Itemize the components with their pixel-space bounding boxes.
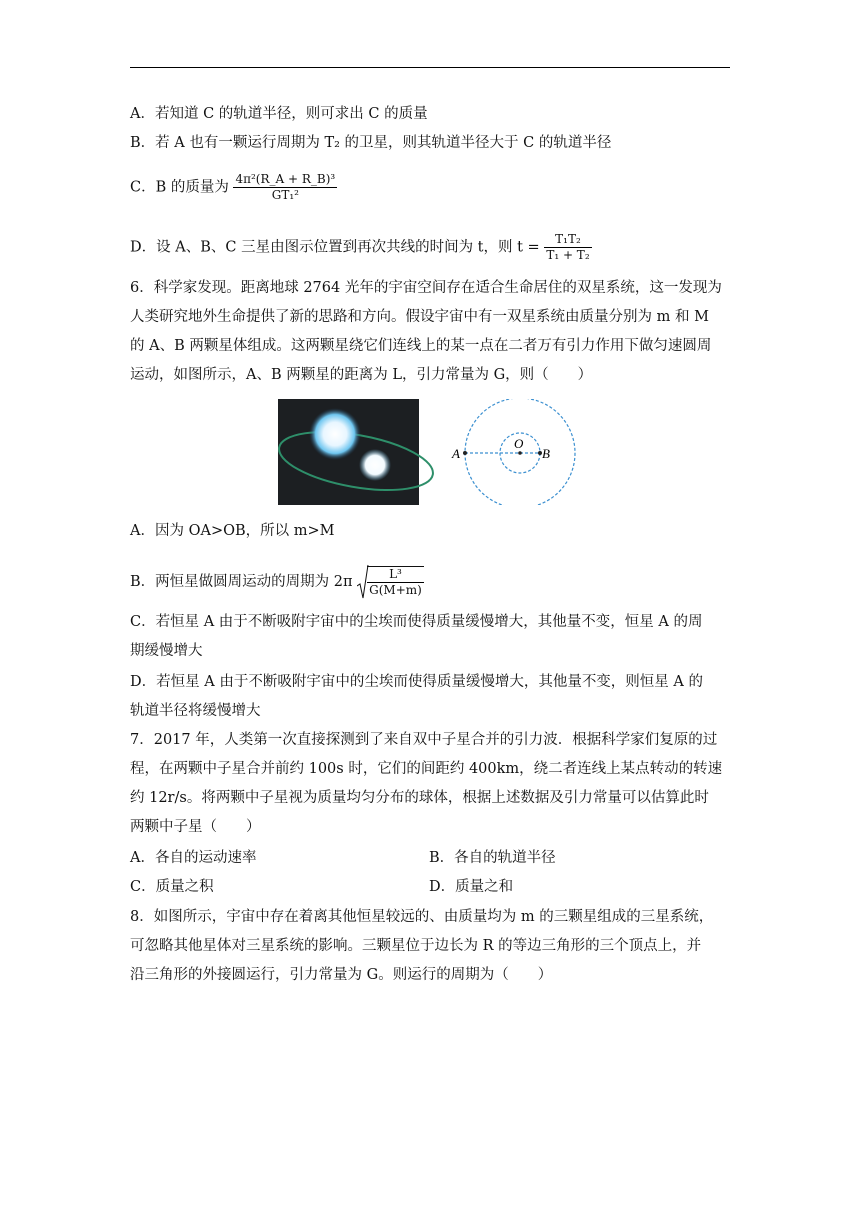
- q7-option-d: D．质量之和: [429, 879, 514, 895]
- q5-option-d-fraction: [544, 232, 591, 263]
- point-o: [518, 451, 522, 455]
- label-o: O: [514, 436, 524, 451]
- q6-stem-line: 6．科学家发现。距离地球 2764 光年的宇宙空间存在适合生命居住的双星系统，这一发现为: [130, 280, 722, 296]
- q6-option-d-line: D．若恒星 A 由于不断吸附宇宙中的尘埃而使得质量缓慢增大，其他量不变，则恒星 A 的: [130, 674, 704, 690]
- binary-star-svg: [278, 399, 582, 505]
- q6-stem-line: 运动，如图所示，A、B 两颗星的距离为 L，引力常量为 G，则（ ）: [130, 367, 593, 383]
- label-a: A: [452, 446, 460, 461]
- q5-option-d-denominator: T₁ + T₂: [546, 248, 590, 262]
- q5-option-d: [130, 232, 592, 263]
- q6-option-b: [130, 564, 424, 600]
- header-rule: [130, 67, 730, 68]
- q6-option-c-line: C．若恒星 A 由于不断吸附宇宙中的尘埃而使得质量缓慢增大，其他量不变，恒星 A 的周: [130, 614, 703, 630]
- q6-option-b-denominator: G(M+m): [369, 583, 422, 597]
- q7-stem-line: 两颗中子星（ ）: [130, 819, 261, 835]
- q5-option-b: B．若 A 也有一颗运行周期为 T₂ 的卫星，则其轨道半径大于 C 的轨道半径: [130, 135, 612, 151]
- q8-stem-line: 可忽略其他星体对三星系统的影响。三颗星位于边长为 R 的等边三角形的三个顶点上，并: [130, 938, 702, 954]
- point-a: [463, 451, 467, 455]
- q7-stem-line: 程，在两颗中子星合并前约 100s 时，它们的间距约 400km，绕二者连线上某点转动的转速: [130, 761, 723, 777]
- q6-option-b-numerator: L³: [367, 567, 424, 583]
- large-star: [309, 408, 361, 460]
- q6-option-c-line: 期缓慢增大: [130, 643, 203, 659]
- binary-star-figure: [278, 399, 582, 505]
- q5-option-d-text: D．设 A、B、C 三星由图示位置到再次共线的时间为 t，则 t =: [130, 239, 540, 256]
- q5-option-c-denominator: GT₁²: [271, 188, 299, 202]
- q7-option-a: A．各自的运动速率: [130, 850, 257, 866]
- q5-option-c-fraction: [233, 172, 337, 203]
- small-star: [359, 449, 391, 481]
- q6-stem-line: 的 A、B 两颗星体组成。这两颗星绕它们连线上的某一点在二者万有引力作用下做匀速圆周: [130, 338, 712, 354]
- q5-option-c-numerator: 4π²(R_A + R_B)³: [235, 172, 336, 186]
- q6-option-b-text: B．两恒星做圆周运动的周期为: [130, 574, 330, 590]
- q5-option-a: A．若知道 C 的轨道半径，则可求出 C 的质量: [130, 106, 428, 122]
- q6-option-b-two-pi: 2π: [333, 574, 353, 590]
- q7-stem-line: 约 12r/s。将两颗中子星视为质量均匀分布的球体，根据上述数据及引力常量可以估算此时: [130, 790, 709, 806]
- q7-stem-line: 7．2017 年，人类第一次直接探测到了来自双中子星合并的引力波．根据科学家们复原的过: [130, 732, 718, 748]
- q8-stem-line: 沿三角形的外接圆运行，引力常量为 G。则运行的周期为（ ）: [130, 967, 553, 983]
- q7-option-b: B．各自的轨道半径: [429, 850, 556, 866]
- q5-option-c-text: C．B 的质量为: [130, 179, 229, 196]
- q5-option-c: [130, 172, 337, 203]
- q8-stem-line: 8．如图所示，宇宙中存在着离其他恒星较远的、由质量均为 m 的三颗星组成的三星系统，: [130, 909, 714, 925]
- q6-option-b-fraction: [367, 566, 424, 598]
- q5-option-d-numerator: T₁T₂: [544, 232, 591, 248]
- q6-option-d-line: 轨道半径将缓慢增大: [130, 703, 261, 719]
- q7-option-c: C．质量之积: [130, 879, 214, 895]
- label-b: B: [542, 446, 550, 461]
- q6-option-a: A．因为 OA>OB，所以 m>M: [130, 523, 335, 539]
- q6-option-b-sqrt: [357, 564, 424, 600]
- q6-stem-line: 人类研究地外生命提供了新的思路和方向。假设宇宙中有一双星系统由质量分别为 m 和 M: [130, 309, 709, 325]
